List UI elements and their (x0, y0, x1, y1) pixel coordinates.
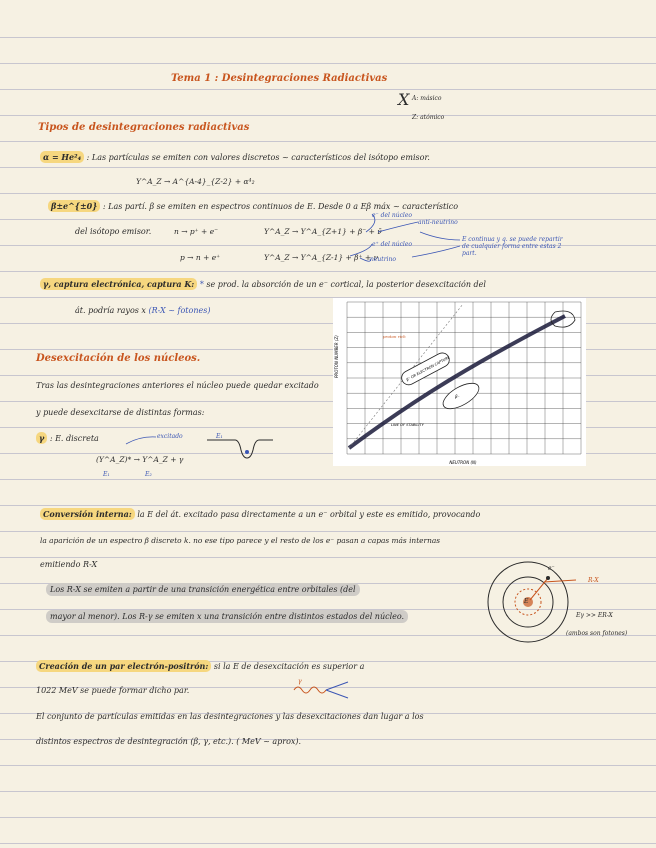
chart-region-beta: β⁻ (455, 394, 460, 399)
beta-reaction-2: p → n + e⁺ (180, 253, 221, 262)
notation-mass: A: másico (412, 95, 442, 102)
internal-conversion-text-3: emitiendo R-X (40, 560, 98, 569)
grey-note-2: mayor al menor). Los R-γ se emiten x una transición entre distintos estados del núcleo. (46, 610, 408, 623)
beta-line (48, 201, 458, 212)
chart-annotation: proton rich (383, 334, 406, 339)
alpha-text: : Las partículas se emiten con valores discretos ~ característicos del isótopo emisor. (86, 153, 430, 162)
page-title: Tema 1 : Desintegraciones Radiactivas (171, 73, 388, 84)
gamma-ec-line-2 (75, 306, 210, 316)
stability-chart (333, 298, 586, 466)
wave-e1-label: E₁ (216, 433, 223, 440)
pair-creation-text: si la E de desexcitación es superior a (213, 662, 365, 671)
beta-text-2: del isótopo emisor. (75, 227, 152, 236)
note-neutrino: neutrino (370, 256, 396, 263)
e1-label: E₁ (103, 471, 110, 478)
conclusion-p1: El conjunto de partículas emitidas en las desintegraciones y las desexcitaciones dan lugar a los (36, 712, 424, 721)
beta-text: : Las partí. β se emiten en espectros continuos de E. Desde 0 a Eβ máx ~ característico (102, 202, 459, 211)
conclusion-p2: distintos espectros de desintegración (β, γ, etc.). ( MeV ~ aprox). (36, 737, 302, 746)
alpha-label: α = He²₄ (40, 151, 84, 163)
atom-electron-label: e⁻ (548, 565, 555, 572)
photon-gamma-label: γ (298, 678, 302, 685)
gamma-ec-paren: (R-X ~ fotones) (148, 306, 211, 315)
note-antineutrino: anti-neutrino (418, 219, 458, 226)
internal-conversion-text-2: la aparición de un espectro β discreto k. no ese tipo parece y el resto de los e⁻ pasan a capas más internas (40, 536, 441, 545)
gamma-ec-text-2: át. podría rayos x (75, 306, 146, 315)
pair-creation-line (36, 661, 364, 672)
grey-note-line-2 (46, 612, 408, 622)
internal-conversion-label: Conversión interna: (40, 508, 135, 520)
chart-region-ec: β⁺ OR ELECTRON CAPTURE (405, 355, 451, 382)
photons-note: (ambos son fotones) (566, 630, 628, 637)
alpha-formula: Y^A_Z → A^{A-4}_{Z-2} + α⁴₂ (136, 177, 255, 186)
excited-note: excitado (157, 433, 183, 440)
energy-compare-note: Eγ >> ER-X (576, 612, 613, 619)
chart-stability-label: LINE OF STABILITY (391, 423, 424, 427)
gamma-ec-text: se prod. la absorción de un e⁻ cortical, la posterior desexcitación del (206, 280, 486, 289)
notation-atomic: Z: atómico (412, 114, 445, 121)
atom-rx-label: R-X (588, 577, 599, 584)
beta-plus-formula: Y^A_Z → Y^A_{Z-1} + β⁺ + ν (264, 253, 379, 262)
internal-conversion-text: la E del át. excitado pasa directamente a un e⁻ orbital y este es emitido, provocando (137, 510, 481, 519)
chart-xlabel: NEUTRON (N) (449, 460, 477, 465)
desexcitation-p2: y puede desexcitarse de distintas formas: (36, 408, 205, 417)
nuclide-symbol: X (398, 90, 410, 109)
pair-creation-text-2: 1022 MeV se puede formar dicho par. (36, 686, 190, 695)
gamma-discrete-text: : E. discreta (49, 434, 99, 443)
desexcitation-p1: Tras las desintegraciones anteriores el núcleo puede quedar excitado (36, 381, 319, 390)
e2-label: E₂ (145, 471, 152, 478)
atom-core-label: E (524, 598, 529, 605)
note-electron: e⁻ del núcleo (372, 212, 413, 219)
beta-label: β±e^{±0} (48, 200, 100, 212)
gamma-ec-line: γ, captura electrónica, captura K: * se prod. la absorción de un e⁻ cortical, la posterior desexcitación del (40, 279, 486, 290)
beta-reaction-1: n → p⁺ + e⁻ (174, 227, 219, 236)
section-heading-desexcitation: Desexcitación de los núcleos. (36, 353, 201, 364)
internal-conversion-line (40, 509, 480, 520)
alpha-line (40, 152, 430, 163)
grey-note-line-1 (46, 585, 360, 595)
grey-note-1: Los R-X se emiten a partir de una transición energética entre orbitales (del (46, 583, 360, 596)
gamma-label: γ (36, 432, 47, 444)
chart-ylabel: PROTON NUMBER (Z) (334, 335, 339, 378)
stability-band (349, 316, 565, 448)
side-note-continuous: E continua y q. se puede repartir de cualquier forma entre estas 2 part. (462, 236, 563, 257)
gamma-ec-label: γ, captura electrónica, captura K: (40, 278, 197, 290)
gamma-discrete-line (36, 433, 99, 444)
note-positron: e⁺ del núcleo (372, 241, 413, 248)
energy-well-sketch (205, 432, 275, 462)
section-heading-types: Tipos de desintegraciones radiactivas (38, 122, 250, 133)
beta-minus-formula: Y^A_Z → Y^A_{Z+1} + β⁻ + ν̄ (264, 227, 382, 236)
pair-creation-label: Creación de un par electrón-positrón: (36, 660, 211, 672)
gamma-formula: (Y^A_Z)* → Y^A_Z + γ (96, 455, 184, 464)
